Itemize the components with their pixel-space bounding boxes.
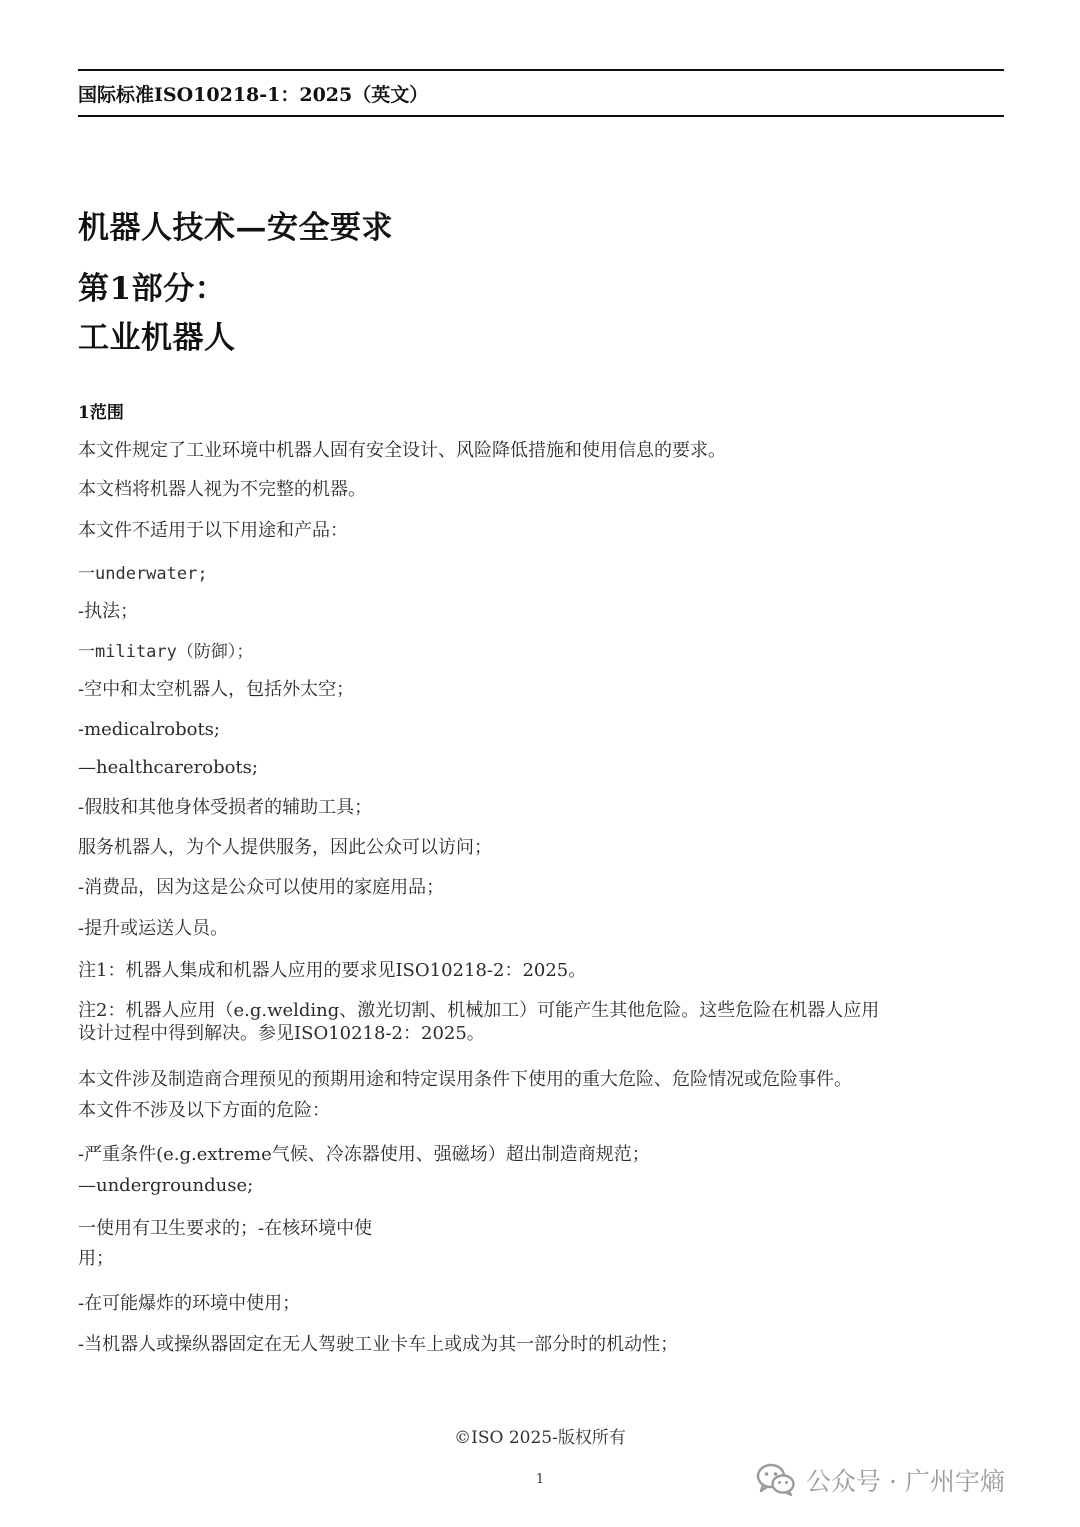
header-bottom-rule (78, 115, 1004, 117)
header-title: 国际标准ISO10218-1：2025（英文） (78, 84, 429, 106)
list-item: 一使用有卫生要求的；-在核环境中使 (78, 1218, 373, 1239)
list-item: -在可能爆炸的环境中使用； (78, 1293, 301, 1314)
body-line: 本文件不适用于以下用途和产品： (78, 520, 348, 541)
list-item: 一military（防御）； (78, 642, 254, 662)
watermark (756, 1460, 1005, 1500)
section-heading: 1范围 (78, 403, 124, 423)
list-item: —undergrounduse; (78, 1175, 254, 1196)
list-item: -当机器人或操纵器固定在无人驾驶工业卡车上或成为其一部分时的机动性； (78, 1334, 679, 1355)
body-line: 本文件不涉及以下方面的危险： (78, 1100, 330, 1121)
wechat-icon (756, 1463, 796, 1497)
body-line: 本文档将机器人视为不完整的机器。 (78, 479, 366, 500)
note-line: 设计过程中得到解决。参见ISO10218-2：2025。 (78, 1023, 485, 1044)
document-title: 机器人技术—安全要求 (78, 210, 393, 246)
document-subtitle: 工业机器人 (78, 320, 236, 356)
body-line: 本文件规定了工业环境中机器人固有安全设计、风险降低措施和使用信息的要求。 (78, 440, 726, 461)
note-line: 注1：机器人集成和机器人应用的要求见ISO10218-2：2025。 (78, 960, 587, 981)
list-item: -medicalrobots; (78, 719, 220, 740)
watermark-text: 公众号 · 广州宇熵 (806, 1467, 1005, 1496)
list-item: 一underwater; (78, 564, 208, 584)
list-item: -严重条件(e.g.extreme气候、冷冻器使用、强磁场）超出制造商规范； (78, 1144, 650, 1165)
list-item: -假肢和其他身体受损者的辅助工具； (78, 797, 373, 818)
list-item: —healthcarerobots; (78, 757, 258, 778)
page-number: 1 (535, 1472, 545, 1487)
list-item: -提升或运送人员。 (78, 918, 229, 939)
list-item: 服务机器人，为个人提供服务，因此公众可以访问； (78, 837, 492, 858)
document-part: 第1部分： (78, 271, 227, 307)
list-item: -空中和太空机器人，包括外太空； (78, 679, 355, 700)
note-line: 注2：机器人应用（e.g.welding、激光切割、机械加工）可能产生其他危险。这些危险在机器人应用 (78, 1000, 880, 1021)
footer-copyright: ©ISO 2025-版权所有 (454, 1428, 626, 1448)
body-line: 本文件涉及制造商合理预见的预期用途和特定误用条件下使用的重大危险、危险情况或危险事件。 (78, 1069, 852, 1090)
list-item: 用； (78, 1248, 114, 1269)
list-item: -执法； (78, 601, 139, 622)
header-top-rule (78, 69, 1004, 71)
list-item: -消费品，因为这是公众可以使用的家庭用品； (78, 877, 445, 898)
